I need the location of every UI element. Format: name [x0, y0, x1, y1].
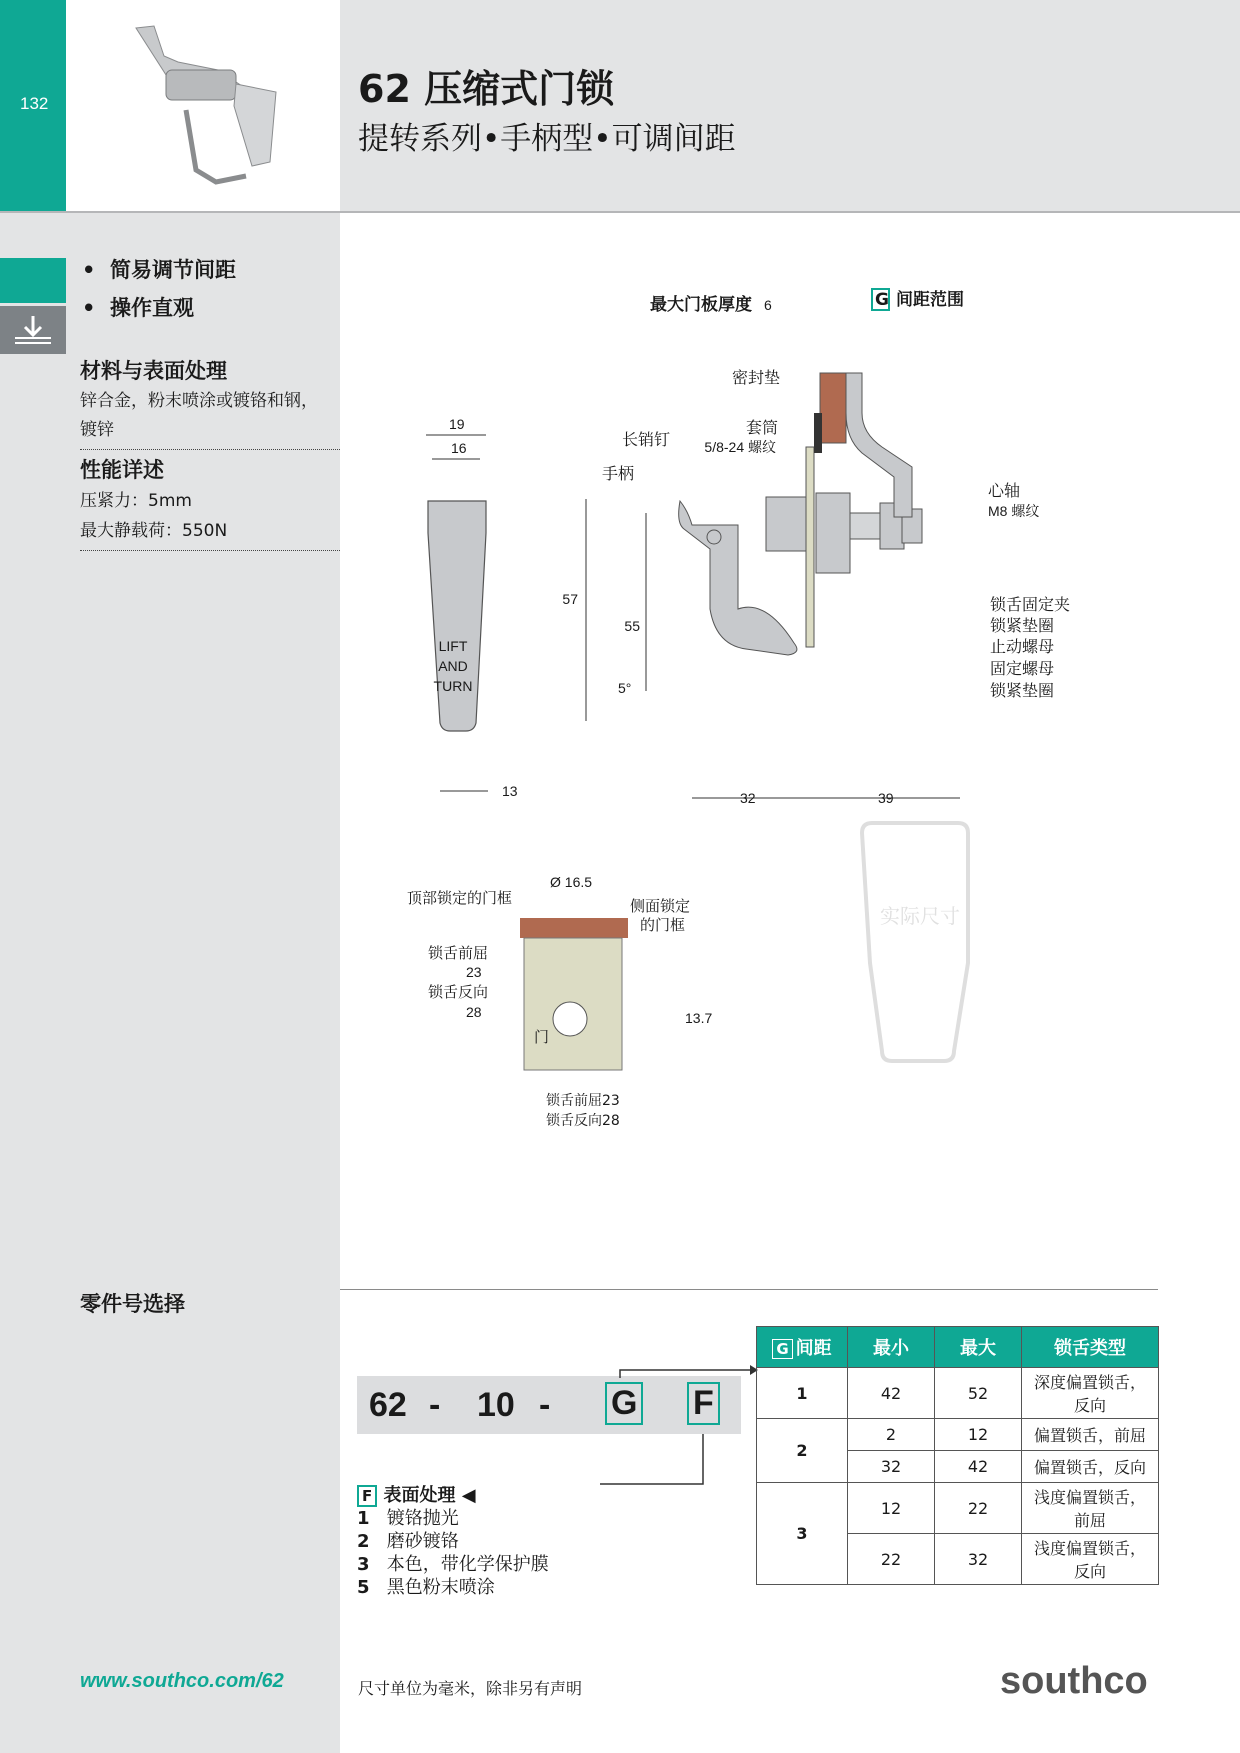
side-frame-label: 侧面锁定: [630, 897, 691, 915]
finish-option: 5 黑色粉末喷涂: [357, 1577, 495, 1598]
top-frame-label: 顶部锁定的门框: [406, 889, 512, 907]
part-selection-divider: [340, 1289, 1158, 1290]
callout-label: 锁舌固定夹: [990, 595, 1071, 614]
rev-label: 锁舌反向: [427, 983, 488, 1001]
latch-side-view: [562, 289, 1070, 806]
long-pin-label: 长销钉: [621, 430, 670, 449]
table-cell: 12: [935, 1419, 1022, 1451]
max-door-value: 6: [764, 297, 772, 313]
bottom-label: 锁舌前屈23: [546, 1093, 620, 1109]
dim-32: 32: [740, 790, 756, 806]
product-photo: [66, 0, 340, 212]
handle-text: TURN: [433, 678, 473, 694]
table-cell: 浅度偏置锁舌， 反向: [1022, 1534, 1159, 1585]
dim-19: 19: [449, 416, 465, 432]
sleeve-label: 套筒: [745, 418, 778, 437]
section-tab: [0, 258, 66, 303]
seal-label: 密封垫: [731, 368, 780, 387]
fwd-value: 23: [466, 964, 482, 980]
handle-front-view: [426, 416, 518, 799]
side-frame-label: 的门框: [640, 916, 686, 934]
table-cell: 32: [935, 1534, 1022, 1585]
southco-logo: southco: [1000, 1660, 1148, 1702]
table-cell: 22: [935, 1483, 1022, 1534]
technical-drawing: [340, 213, 1240, 1288]
table-cell: 偏置锁舌，前屈: [1022, 1419, 1159, 1451]
max-door-thickness-label: 最大门板厚度: [650, 295, 752, 315]
dim-5deg: 5°: [618, 680, 632, 696]
table-row: [757, 1368, 1159, 1419]
cutout-diagram: [407, 874, 712, 1129]
finish-option: 3 本色，带化学保护膜: [357, 1554, 549, 1575]
m8-thread-label: M8 螺纹: [988, 503, 1040, 519]
max-load-value: 最大静载荷：550N: [80, 521, 228, 541]
part-code-segment: 62: [369, 1386, 407, 1424]
page-title: 62 压缩式门锁: [358, 67, 615, 111]
callout-label: 固定螺母: [990, 659, 1055, 678]
table-cell: 22: [848, 1534, 935, 1585]
table-cell: 浅度偏置锁舌， 前屈: [1022, 1483, 1159, 1534]
col-header-spacing: G 间距: [757, 1327, 848, 1368]
dim-13-7: 13.7: [685, 1010, 713, 1026]
callout-label: 锁紧垫圈: [990, 681, 1055, 700]
spacing-spec-table: [756, 1326, 1159, 1585]
table-cell: 2: [848, 1419, 935, 1451]
arrows: [600, 1330, 760, 1496]
part-code-f: F: [687, 1382, 720, 1425]
actual-size-outline: [862, 823, 968, 1061]
bottom-label: 锁舌反向28: [546, 1113, 620, 1129]
callout-label: 止动螺母: [990, 637, 1055, 656]
actual-size-label: 实际尺寸: [880, 904, 960, 928]
units-note: 尺寸单位为毫米，除非另有声明: [358, 1679, 583, 1698]
handle-text: AND: [438, 658, 468, 674]
table-row: [757, 1419, 1159, 1451]
dim-39: 39: [878, 790, 894, 806]
table-cell: 偏置锁舌，反向: [1022, 1451, 1159, 1483]
table-cell: 12: [848, 1483, 935, 1534]
handle-text: LIFT: [438, 638, 468, 654]
finish-option: 2 磨砂镀铬: [357, 1531, 459, 1552]
finish-heading: F 表面处理 ◀: [357, 1481, 476, 1507]
page-number: 132: [20, 94, 49, 113]
dim-13: 13: [502, 783, 518, 799]
part-selection-heading: 零件号选择: [80, 1292, 185, 1316]
part-code-segment: -: [539, 1386, 551, 1424]
g-letter: G: [875, 290, 889, 310]
download-icon: [0, 306, 66, 354]
website-link[interactable]: www.southco.com/62: [80, 1670, 284, 1692]
table-cell: 42: [935, 1451, 1022, 1483]
latch-photo-icon: [66, 0, 340, 212]
table-cell: 42: [848, 1368, 935, 1419]
table-header-row: [757, 1327, 1159, 1368]
table-cell-g: 3: [757, 1483, 848, 1585]
col-header-type: 锁舌类型: [1022, 1327, 1159, 1368]
materials-text-2: 镀锌: [80, 420, 114, 440]
part-code-g: G: [605, 1382, 643, 1425]
col-header-max: 最大: [935, 1327, 1022, 1368]
callout-label: 锁紧垫圈: [990, 616, 1055, 635]
compression-value: 压紧力：5mm: [80, 491, 192, 511]
dim-55: 55: [624, 618, 640, 634]
performance-heading: 性能详述: [80, 458, 164, 482]
feature-item: • 简易调节间距: [82, 258, 237, 282]
download-tab[interactable]: [0, 306, 66, 354]
door-label: 门: [534, 1028, 550, 1046]
divider: [80, 550, 340, 551]
thread-label: 5/8-24 螺纹: [704, 439, 776, 455]
col-header-min: 最小: [848, 1327, 935, 1368]
materials-text-1: 锌合金，粉末喷涂或镀铬和钢，: [80, 391, 318, 411]
materials-heading: 材料与表面处理: [80, 359, 227, 383]
finish-option: 1 镀铬抛光: [357, 1508, 459, 1529]
fwd-label: 锁舌前屈: [427, 944, 488, 962]
table-cell: 52: [935, 1368, 1022, 1419]
spindle-label: 心轴: [988, 481, 1021, 500]
table-cell: 32: [848, 1451, 935, 1483]
dim-16: 16: [451, 440, 467, 456]
table-row: [757, 1483, 1159, 1534]
part-code-segment: 10: [477, 1386, 515, 1424]
feature-item: • 操作直观: [82, 296, 195, 320]
table-cell-g: 1: [757, 1368, 848, 1419]
table-cell-g: 2: [757, 1419, 848, 1483]
g-range-label: 间距范围: [896, 290, 964, 310]
diameter-label: Ø 16.5: [550, 874, 593, 890]
page-subtitle: 提转系列•手柄型•可调间距: [358, 121, 736, 157]
rev-value: 28: [466, 1004, 482, 1020]
handle-label: 手柄: [601, 464, 634, 483]
dim-57: 57: [562, 591, 578, 607]
divider: [80, 449, 340, 450]
table-cell: 深度偏置锁舌， 反向: [1022, 1368, 1159, 1419]
part-code-segment: -: [429, 1386, 441, 1424]
